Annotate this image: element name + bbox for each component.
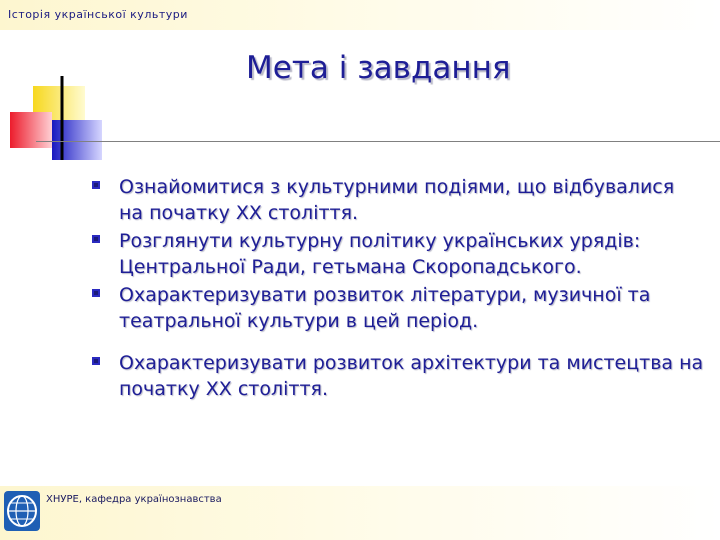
title-underline (36, 141, 720, 142)
square-bullet-icon (92, 289, 100, 297)
department-label: ХНУРЕ, кафедра українознавства (46, 494, 222, 505)
bullet-item (104, 350, 704, 402)
bullet-text: Охарактеризувати розвиток архітектури та мистецтва на початку XX століття. (119, 352, 704, 400)
square-bullet-icon (92, 181, 100, 189)
square-bullet-icon (92, 235, 100, 243)
slide-title: Мета і завдання (246, 50, 511, 86)
blue-square (52, 120, 102, 160)
square-bullet-icon (92, 357, 100, 365)
university-logo-icon (2, 489, 42, 533)
bullet-item (104, 228, 704, 280)
bullet-item (104, 174, 704, 226)
bullet-item (104, 282, 704, 334)
red-square (10, 112, 52, 148)
bullet-text: Розглянути культурну політику українських урядів: Центральної Ради, гетьмана Скоропадського. (119, 230, 641, 278)
decorative-squares-icon (0, 70, 110, 170)
bullet-text: Ознайомитися з культурними подіями, що відбувалися на початку XX століття. (119, 176, 675, 224)
bullet-text: Охарактеризувати розвиток літератури, музичної та театральної культури в цей період. (119, 284, 651, 332)
bullet-list (104, 174, 704, 404)
course-title: Історія української культури (8, 8, 188, 21)
